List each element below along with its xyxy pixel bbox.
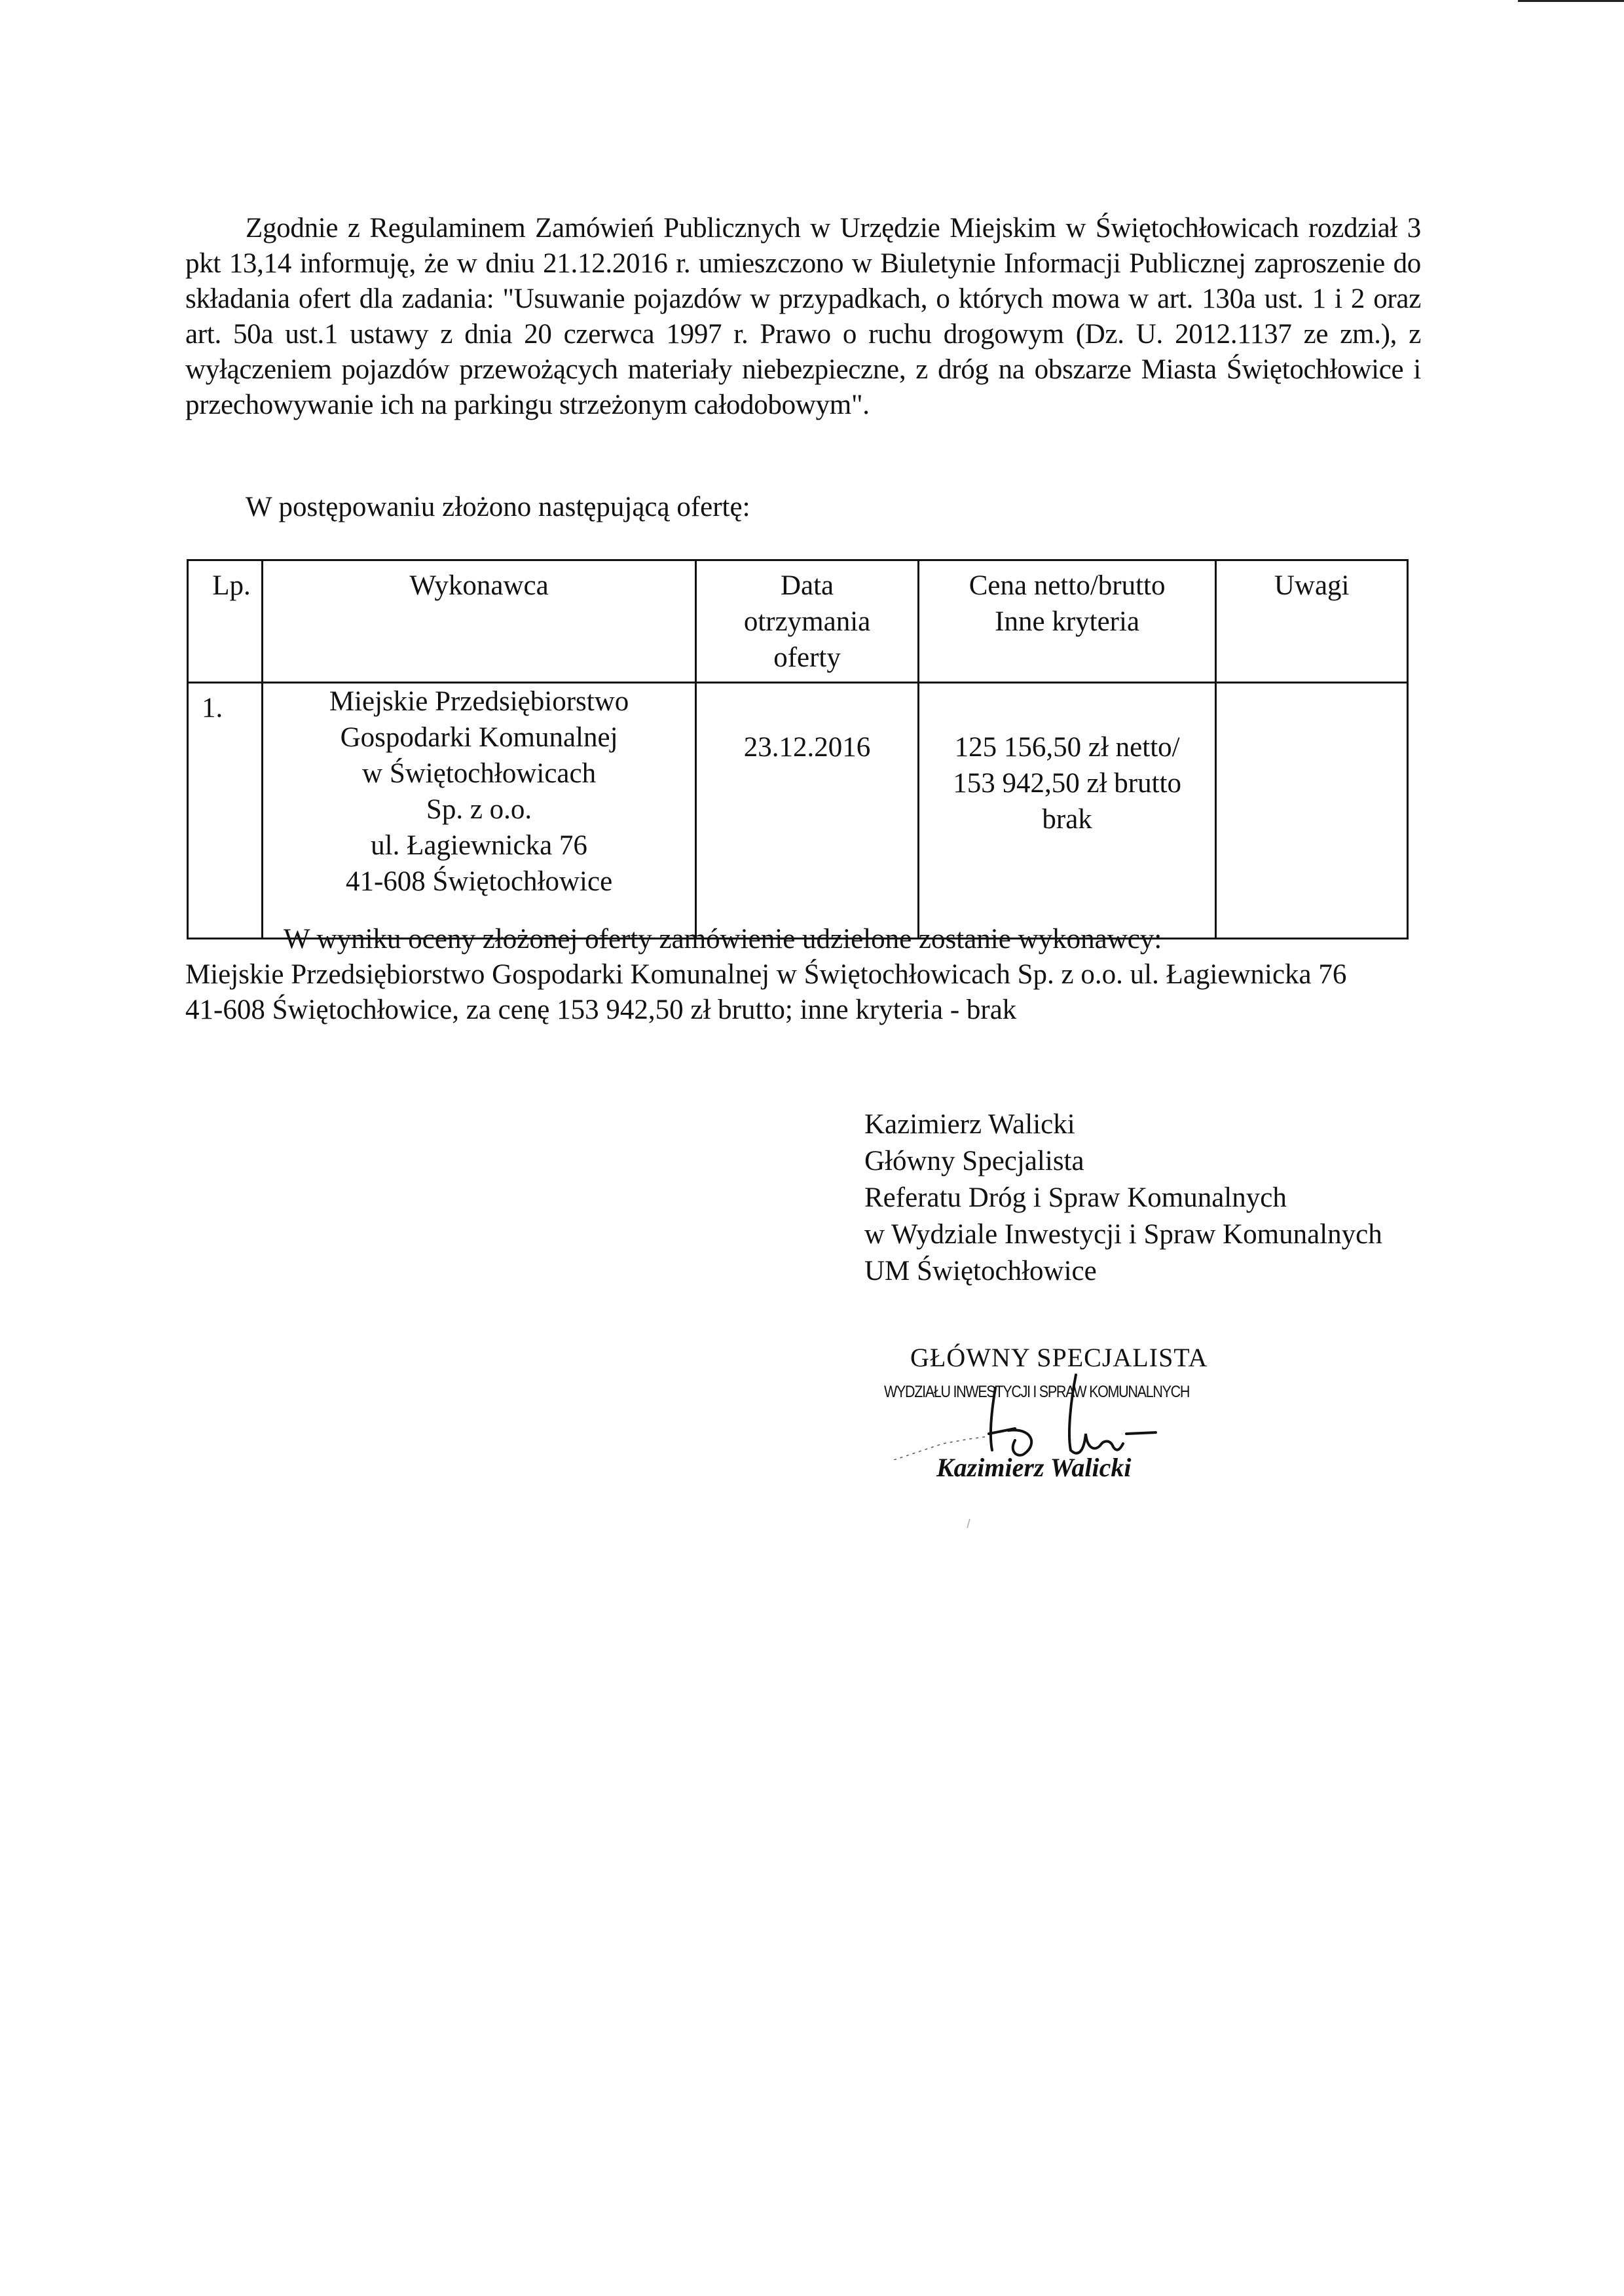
offer-lead-text: W postępowaniu złożono następującą ofertę:	[246, 492, 750, 522]
signer-block	[864, 1106, 1382, 1290]
wykonawca-line: ul. Łagiewnicka 76	[371, 830, 587, 861]
signer-department: w Wydziale Inwestycji i Spraw Komunalnych	[864, 1219, 1382, 1250]
result-line-2: Miejskie Przedsiębiorstwo Gospodarki Komunalnej w Świętochłowicach Sp. z o.o. ul. Łagiewnicka 76	[185, 959, 1347, 990]
wykonawca-line: Miejskie Przedsiębiorstwo	[329, 686, 629, 717]
offers-table-header	[188, 560, 1408, 683]
stamp-signer-name: Kazimierz Walicki	[936, 1453, 1132, 1482]
cena-line: brak	[1042, 804, 1092, 835]
signer-unit: Referatu Dróg i Spraw Komunalnych	[864, 1182, 1287, 1213]
scan-artifact-icon	[967, 1519, 970, 1528]
header-cena-line: Cena netto/brutto	[969, 570, 1166, 601]
official-stamp	[871, 1336, 1277, 1493]
stamp-title: GŁÓWNY SPECJALISTA	[910, 1343, 1208, 1372]
header-data-line: oferty	[773, 642, 841, 673]
header-row	[188, 560, 1408, 683]
signer-office: UM Świętochłowice	[864, 1256, 1097, 1286]
table-row	[188, 683, 1408, 939]
result-line-1	[185, 922, 1430, 957]
header-wykonawca: Wykonawca	[262, 560, 695, 683]
wykonawca-line: Sp. z o.o.	[426, 794, 532, 825]
header-lp-label: Lp.	[212, 570, 251, 601]
handwritten-signature-icon	[891, 1368, 1166, 1460]
intro-text: Zgodnie z Regulaminem Zamówień Publicznych w Urzędzie Miejskim w Świętochłowicach rozdział 3 pkt 13,14 informuję, że w dniu 21.12.2016 r. umieszczono w Biuletynie Informacji Publicznej zaproszenie do składania ofert dla zadania: "Usuwanie pojazdów w przypadkach, o których mowa w art. 130a ust. 1 i 2 oraz art. 50a ust.1 ustawy z dnia 20 czerwca 1997 r. Prawo o ruchu drogowym (Dz. U. 2012.1137 ze zm.), z wyłączeniem pojazdów przewożących materiały niebezpieczne, z dróg na obszarze Miasta Świętochłowice i przechowywanie ich na parkingu strzeżonym całodobowym".	[185, 213, 1421, 420]
scan-edge-mark	[1518, 0, 1624, 2]
stamp-subtitle: WYDZIAŁU INWESTYCJI I SPRAW KOMUNALNYCH	[884, 1383, 1190, 1401]
cell-wykonawca	[262, 683, 695, 939]
header-uwagi: Uwagi	[1216, 560, 1408, 683]
wykonawca-line: w Świętochłowicach	[362, 758, 597, 789]
result-paragraph	[185, 922, 1430, 1028]
header-cena-line: Inne kryteria	[995, 606, 1140, 637]
header-cena	[918, 560, 1215, 683]
wykonawca-line: 41-608 Świętochłowice	[345, 866, 613, 897]
header-data-line: otrzymania	[743, 606, 871, 637]
signer-name: Kazimierz Walicki	[864, 1109, 1075, 1140]
wykonawca-line: Gospodarki Komunalnej	[340, 722, 618, 753]
cell-cena	[918, 683, 1215, 939]
intro-paragraph	[185, 211, 1421, 423]
cell-data: 23.12.2016	[696, 683, 919, 939]
signer-position: Główny Specjalista	[864, 1146, 1084, 1176]
cena-line: 125 156,50 zł netto/	[954, 732, 1180, 763]
result-line-3: 41-608 Świętochłowice, za cenę 153 942,50 zł brutto; inne kryteria - brak	[185, 994, 1017, 1025]
cell-uwagi	[1216, 683, 1408, 939]
header-data	[696, 560, 919, 683]
offers-table	[187, 559, 1409, 939]
cena-line: 153 942,50 zł brutto	[953, 768, 1181, 799]
header-lp	[188, 560, 263, 683]
cell-lp: 1.	[188, 683, 263, 939]
header-data-line: Data	[780, 570, 834, 601]
result-line-1-text: W wyniku oceny złożonej oferty zamówienie udzielone zostanie wykonawcy:	[284, 924, 1162, 955]
